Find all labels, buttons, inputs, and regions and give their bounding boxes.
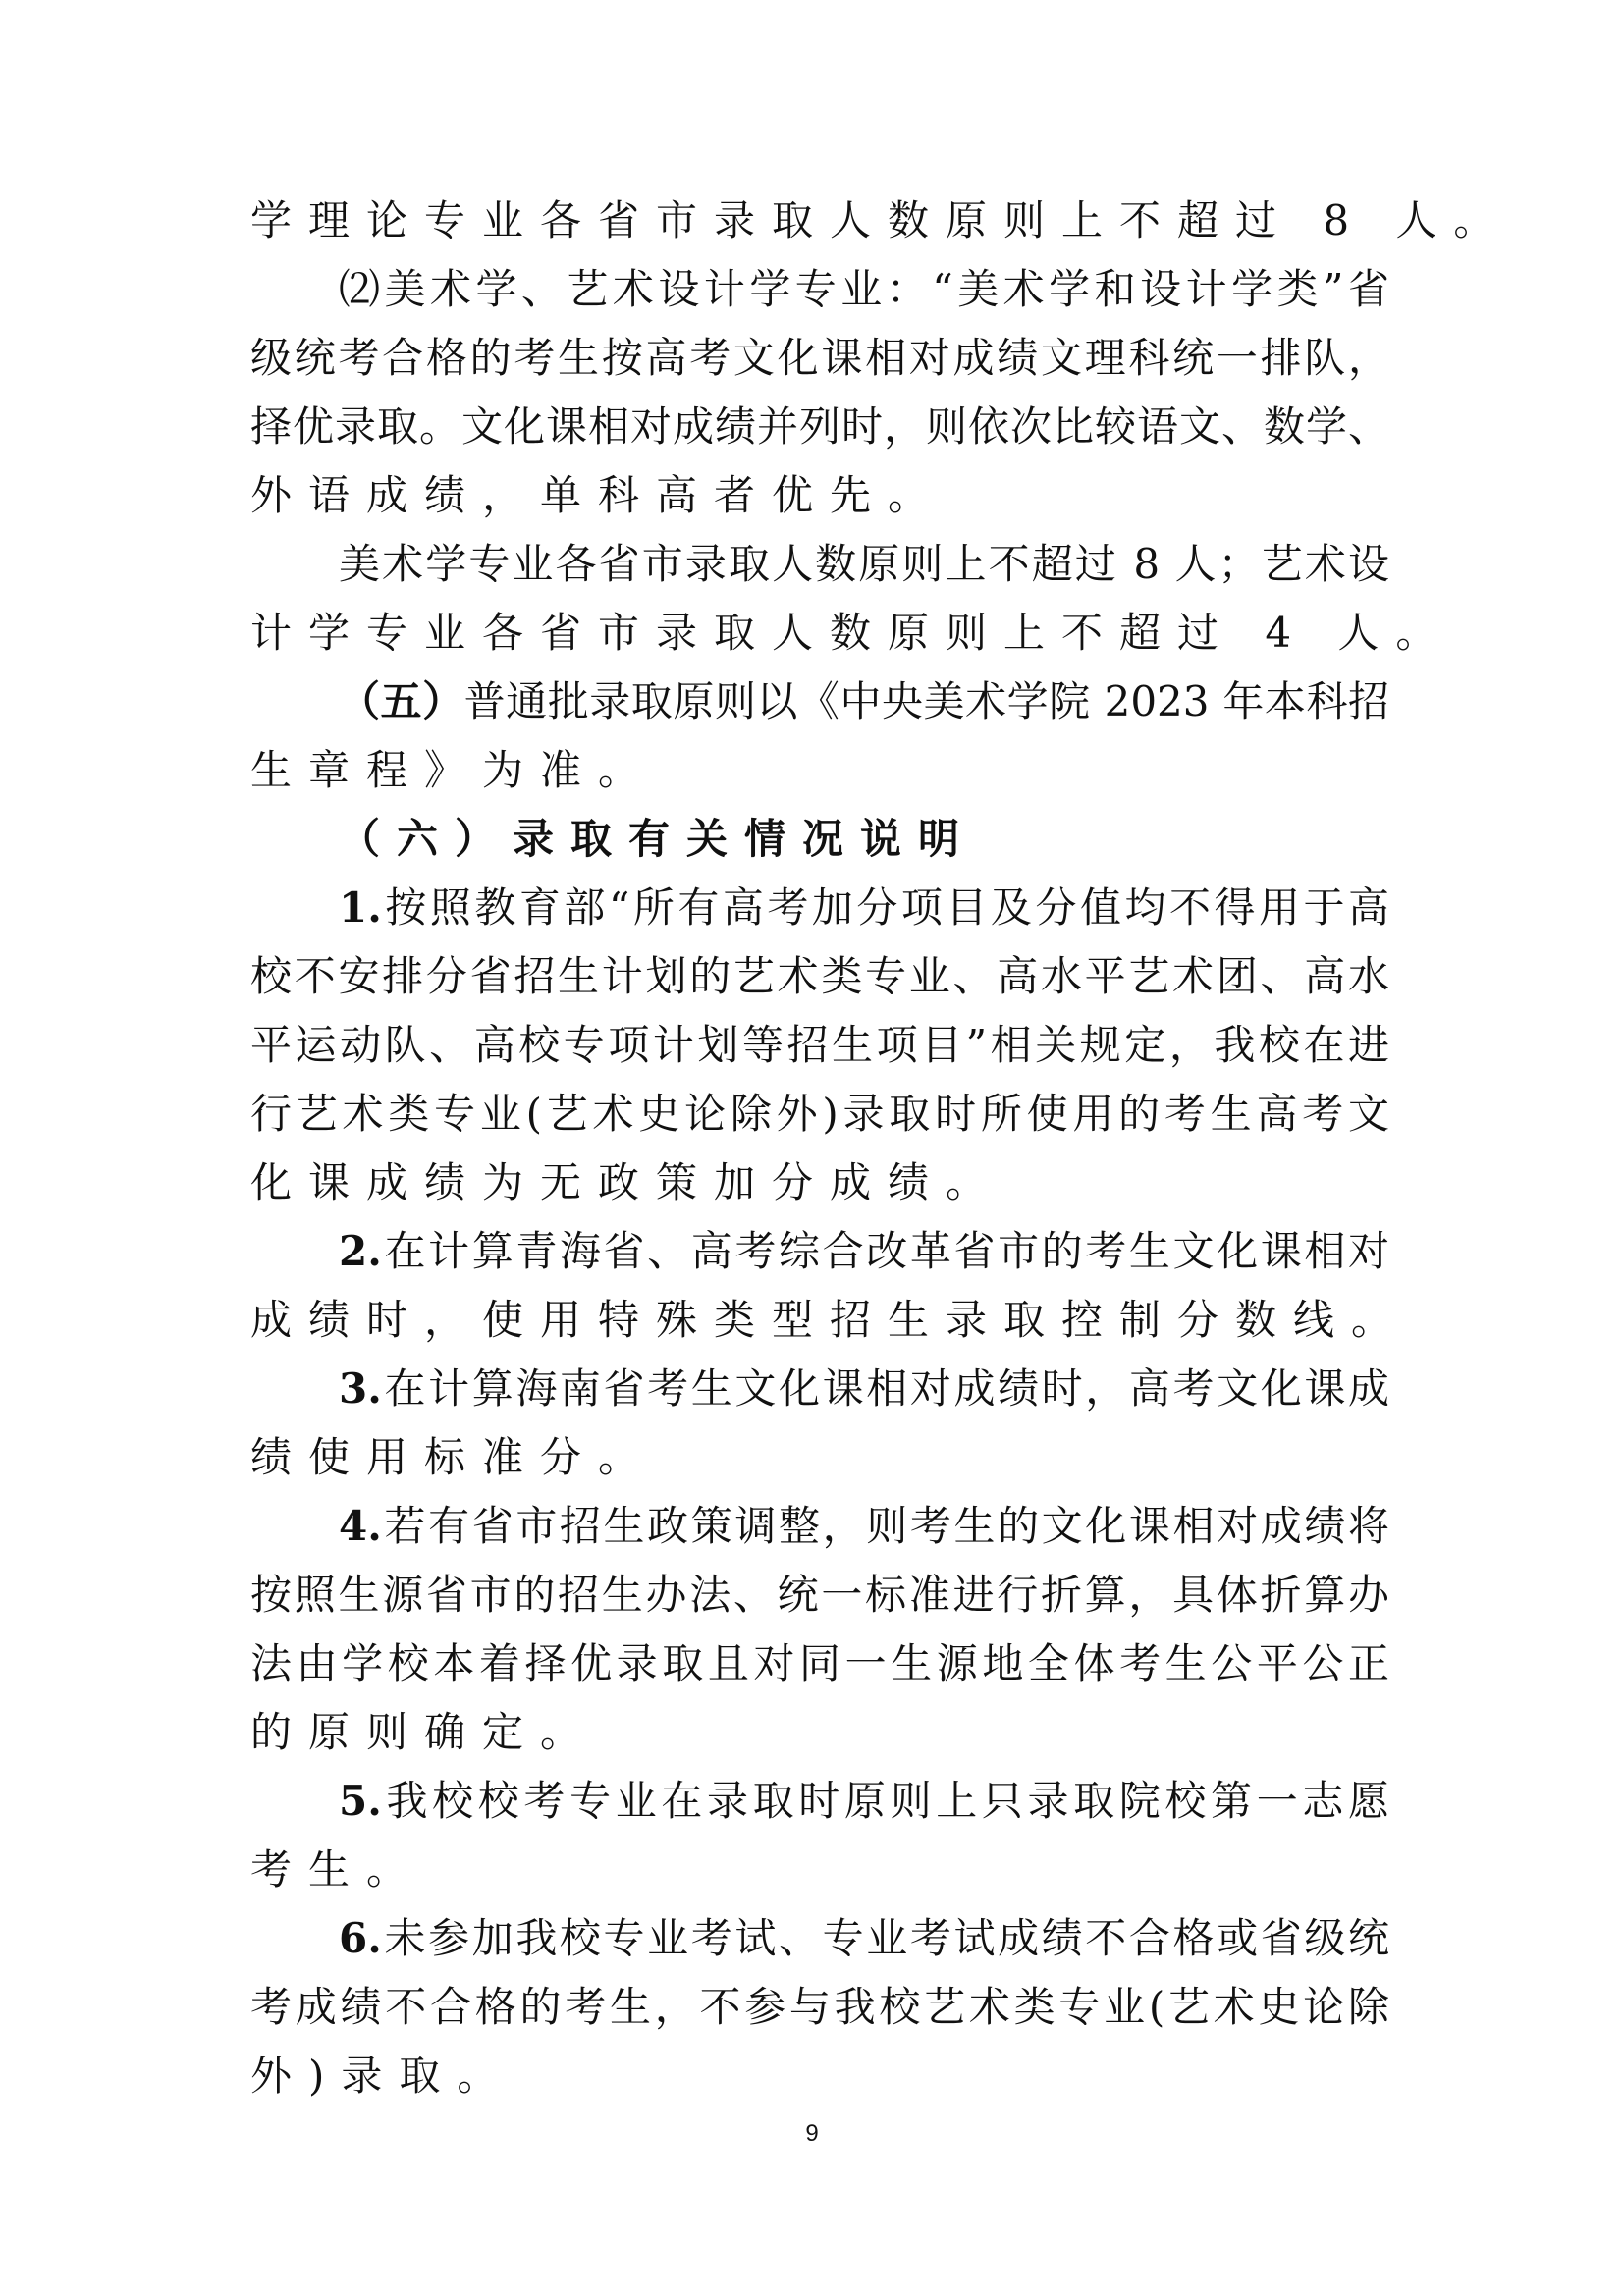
line-text: ⑵美术学、艺术设计学专业：“美术学和设计学类”省 xyxy=(339,265,1389,313)
line-text: 按照教育部“所有高考加分项目及分值均不得用于高 xyxy=(381,883,1389,932)
text-line xyxy=(339,1909,1389,1968)
page-number: 9 xyxy=(805,2120,819,2147)
bold-heading: 6. xyxy=(339,1914,382,1962)
text-line xyxy=(339,1360,1389,1418)
bold-heading: 5. xyxy=(339,1777,382,1825)
text-line xyxy=(250,1016,1389,1075)
text-line xyxy=(250,947,1389,1006)
line-text: 行艺术类专业(艺术史论除外)录取时所使用的考生高考文 xyxy=(250,1090,1389,1138)
line-text: 在计算青海省、高考综合改革省市的考生文化课相对 xyxy=(381,1227,1389,1275)
bold-heading: 3. xyxy=(339,1364,382,1413)
text-line xyxy=(250,604,1454,663)
line-text: 美术学专业各省市录取人数原则上不超过 8 人；艺术设 xyxy=(339,540,1389,588)
text-line xyxy=(339,260,1389,319)
line-text: 级统考合格的考生按高考文化课相对成绩文理科统一排队， xyxy=(250,334,1389,382)
text-line xyxy=(339,810,1389,869)
line-text: 平运动队、高校专项计划等招生项目”相关规定，我校在进 xyxy=(250,1021,1389,1069)
bold-heading: 1. xyxy=(339,883,382,932)
line-text: 的原则确定。 xyxy=(250,1708,599,1756)
line-text: 在计算海南省考生文化课相对成绩时，高考文化课成 xyxy=(381,1364,1389,1413)
line-text: 学理论专业各省市录取人数原则上不超过 8 人。 xyxy=(250,196,1512,244)
text-line xyxy=(250,2047,1389,2106)
text-line xyxy=(250,741,1389,800)
text-line xyxy=(250,1085,1389,1144)
text-line xyxy=(250,1428,1389,1487)
line-text: 我校校考专业在录取时原则上只录取院校第一志愿 xyxy=(381,1777,1389,1825)
text-line xyxy=(250,1978,1389,2037)
bold-heading: （五） xyxy=(339,677,464,725)
line-text: 校不安排分省招生计划的艺术类专业、高水平艺术团、高水 xyxy=(250,952,1389,1000)
text-line xyxy=(250,1703,1389,1762)
line-text: 化课成绩为无政策加分成绩。 xyxy=(250,1158,1004,1206)
line-text: 未参加我校专业考试、专业考试成绩不合格或省级统 xyxy=(381,1914,1389,1962)
text-line xyxy=(250,1291,1410,1350)
bold-heading: （六）录取有关情况说明 xyxy=(339,815,977,863)
text-line xyxy=(339,1772,1389,1831)
line-text: 计学专业各省市录取人数原则上不超过 4 人。 xyxy=(250,609,1454,657)
line-text: 考生。 xyxy=(250,1845,425,1894)
line-text: 法由学校本着择优录取且对同一生源地全体考生公平公正 xyxy=(250,1639,1389,1687)
line-text: 外语成绩，单科高者优先。 xyxy=(250,471,947,519)
text-line xyxy=(250,466,1389,525)
text-line xyxy=(339,1222,1389,1281)
line-text: 成绩时，使用特殊类型招生录取控制分数线。 xyxy=(250,1296,1410,1344)
line-text: 外)录取。 xyxy=(250,2052,515,2100)
bold-heading: 4. xyxy=(339,1502,382,1550)
line-text: 考成绩不合格的考生，不参与我校艺术类专业(艺术史论除 xyxy=(250,1983,1389,2031)
line-text: 若有省市招生政策调整，则考生的文化课相对成绩将 xyxy=(381,1502,1389,1550)
line-text: 生章程》为准。 xyxy=(250,746,657,794)
line-text: 普通批录取原则以《中央美术学院 2023 年本科招 xyxy=(463,677,1389,725)
line-text: 按照生源省市的招生办法、统一标准进行折算，具体折算办 xyxy=(250,1571,1389,1619)
bold-heading: 2. xyxy=(339,1227,382,1275)
text-line xyxy=(339,535,1389,594)
text-line xyxy=(250,191,1512,250)
line-text: 绩使用标准分。 xyxy=(250,1433,657,1481)
text-line xyxy=(339,1497,1389,1556)
text-line xyxy=(339,879,1389,937)
text-line xyxy=(250,1634,1389,1693)
text-line xyxy=(250,1153,1389,1212)
text-line xyxy=(250,1841,1389,1899)
text-line xyxy=(250,1566,1389,1625)
text-line xyxy=(250,329,1389,388)
text-line xyxy=(339,672,1389,731)
text-line xyxy=(250,398,1389,456)
line-text: 择优录取。文化课相对成绩并列时，则依次比较语文、数学、 xyxy=(250,402,1389,451)
